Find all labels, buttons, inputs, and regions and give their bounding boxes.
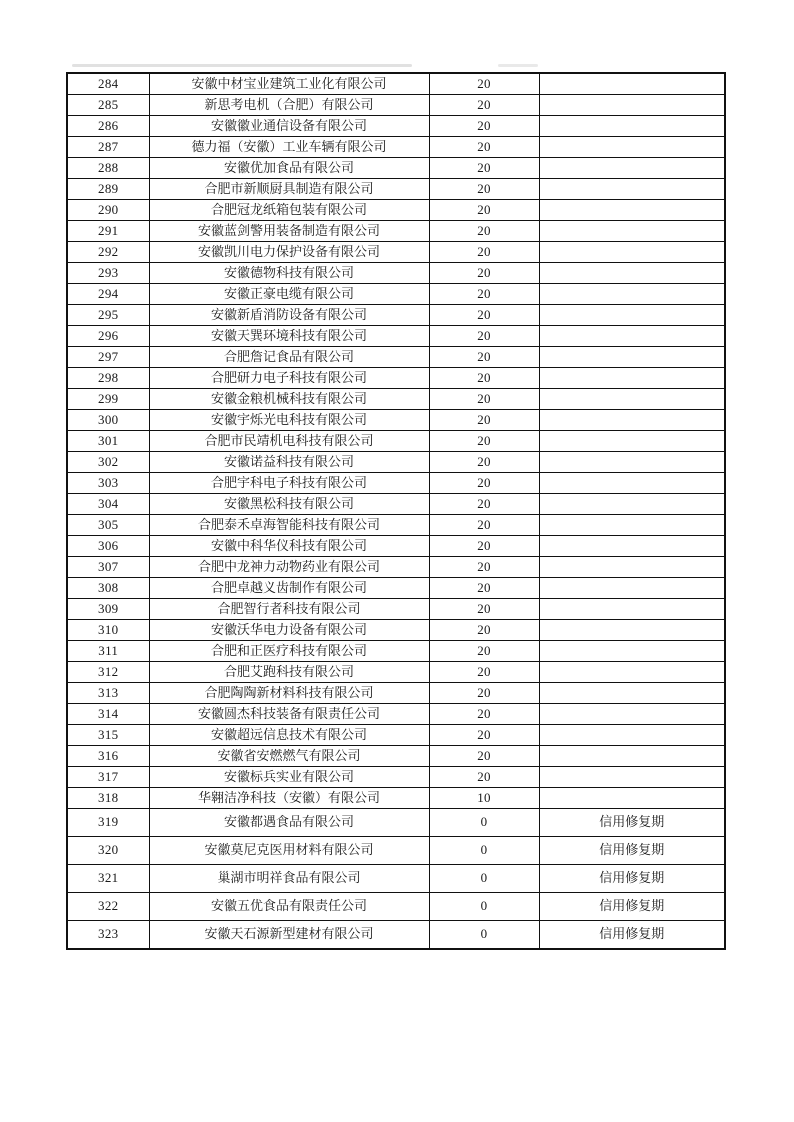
score-cell: 20	[429, 473, 539, 494]
score-cell: 20	[429, 116, 539, 137]
note-cell	[539, 599, 725, 620]
company-name-cell: 合肥詹记食品有限公司	[149, 347, 429, 368]
score-cell: 20	[429, 620, 539, 641]
table-row	[67, 263, 725, 284]
table-row	[67, 557, 725, 578]
note-cell	[539, 494, 725, 515]
score-cell: 0	[429, 893, 539, 921]
note-cell	[539, 95, 725, 116]
row-number-cell: 322	[67, 893, 149, 921]
note-cell	[539, 242, 725, 263]
score-cell: 20	[429, 158, 539, 179]
note-cell	[539, 221, 725, 242]
row-number-cell: 315	[67, 725, 149, 746]
table-row	[67, 809, 725, 837]
note-cell	[539, 662, 725, 683]
score-cell: 20	[429, 704, 539, 725]
score-cell: 20	[429, 347, 539, 368]
score-cell: 20	[429, 179, 539, 200]
score-cell: 20	[429, 200, 539, 221]
row-number-cell: 291	[67, 221, 149, 242]
row-number-cell: 289	[67, 179, 149, 200]
row-number-cell: 319	[67, 809, 149, 837]
note-cell	[539, 116, 725, 137]
note-cell	[539, 536, 725, 557]
table-row	[67, 368, 725, 389]
table-row	[67, 893, 725, 921]
table-row	[67, 767, 725, 788]
table-row	[67, 515, 725, 536]
table-row	[67, 620, 725, 641]
company-name-cell: 合肥市新顺厨具制造有限公司	[149, 179, 429, 200]
company-name-cell: 合肥中龙神力动物药业有限公司	[149, 557, 429, 578]
company-name-cell: 安徽省安燃燃气有限公司	[149, 746, 429, 767]
row-number-cell: 299	[67, 389, 149, 410]
note-cell	[539, 620, 725, 641]
row-number-cell: 307	[67, 557, 149, 578]
company-name-cell: 合肥和正医疗科技有限公司	[149, 641, 429, 662]
note-cell	[539, 704, 725, 725]
note-cell	[539, 578, 725, 599]
row-number-cell: 298	[67, 368, 149, 389]
row-number-cell: 286	[67, 116, 149, 137]
companies-table	[66, 72, 726, 950]
company-name-cell: 安徽金粮机械科技有限公司	[149, 389, 429, 410]
table-row	[67, 431, 725, 452]
row-number-cell: 293	[67, 263, 149, 284]
table-row	[67, 473, 725, 494]
company-name-cell: 安徽沃华电力设备有限公司	[149, 620, 429, 641]
row-number-cell: 317	[67, 767, 149, 788]
company-name-cell: 安徽新盾消防设备有限公司	[149, 305, 429, 326]
row-number-cell: 300	[67, 410, 149, 431]
score-cell: 20	[429, 326, 539, 347]
row-number-cell: 309	[67, 599, 149, 620]
score-cell: 20	[429, 494, 539, 515]
company-name-cell: 安徽凯川电力保护设备有限公司	[149, 242, 429, 263]
note-cell	[539, 746, 725, 767]
row-number-cell: 303	[67, 473, 149, 494]
score-cell: 20	[429, 746, 539, 767]
company-name-cell: 安徽正豪电缆有限公司	[149, 284, 429, 305]
row-number-cell: 305	[67, 515, 149, 536]
table-row	[67, 284, 725, 305]
table-row	[67, 578, 725, 599]
note-cell	[539, 557, 725, 578]
score-cell: 20	[429, 73, 539, 95]
company-name-cell: 安徽都遇食品有限公司	[149, 809, 429, 837]
note-cell: 信用修复期	[539, 809, 725, 837]
note-cell: 信用修复期	[539, 837, 725, 865]
company-name-cell: 德力福（安徽）工业车辆有限公司	[149, 137, 429, 158]
note-cell	[539, 725, 725, 746]
table-row	[67, 73, 725, 95]
score-cell: 20	[429, 221, 539, 242]
company-name-cell: 安徽莫尼克医用材料有限公司	[149, 837, 429, 865]
note-cell	[539, 431, 725, 452]
company-name-cell: 合肥宇科电子科技有限公司	[149, 473, 429, 494]
row-number-cell: 310	[67, 620, 149, 641]
score-cell: 20	[429, 410, 539, 431]
company-name-cell: 合肥泰禾卓海智能科技有限公司	[149, 515, 429, 536]
table-row	[67, 179, 725, 200]
note-cell	[539, 137, 725, 158]
note-cell	[539, 73, 725, 95]
score-cell: 20	[429, 578, 539, 599]
score-cell: 0	[429, 865, 539, 893]
company-name-cell: 安徽超远信息技术有限公司	[149, 725, 429, 746]
company-name-cell: 合肥卓越义齿制作有限公司	[149, 578, 429, 599]
company-name-cell: 安徽优加食品有限公司	[149, 158, 429, 179]
note-cell	[539, 767, 725, 788]
note-cell: 信用修复期	[539, 893, 725, 921]
table-row	[67, 137, 725, 158]
company-name-cell: 合肥智行者科技有限公司	[149, 599, 429, 620]
table-row	[67, 704, 725, 725]
row-number-cell: 313	[67, 683, 149, 704]
table-row	[67, 494, 725, 515]
score-cell: 20	[429, 137, 539, 158]
table-row	[67, 725, 725, 746]
company-name-cell: 安徽诺益科技有限公司	[149, 452, 429, 473]
score-cell: 0	[429, 809, 539, 837]
company-name-cell: 合肥艾跑科技有限公司	[149, 662, 429, 683]
company-name-cell: 合肥陶陶新材料科技有限公司	[149, 683, 429, 704]
note-cell	[539, 347, 725, 368]
table-row	[67, 221, 725, 242]
company-name-cell: 安徽天巽环境科技有限公司	[149, 326, 429, 347]
score-cell: 20	[429, 767, 539, 788]
company-name-cell: 安徽中科华仪科技有限公司	[149, 536, 429, 557]
note-cell	[539, 452, 725, 473]
row-number-cell: 292	[67, 242, 149, 263]
company-name-cell: 安徽五优食品有限责任公司	[149, 893, 429, 921]
company-name-cell: 巢湖市明祥食品有限公司	[149, 865, 429, 893]
score-cell: 20	[429, 452, 539, 473]
company-name-cell: 安徽圆杰科技装备有限责任公司	[149, 704, 429, 725]
score-cell: 20	[429, 242, 539, 263]
table-row	[67, 158, 725, 179]
table-row	[67, 410, 725, 431]
note-cell	[539, 263, 725, 284]
company-name-cell: 合肥研力电子科技有限公司	[149, 368, 429, 389]
table-row	[67, 305, 725, 326]
row-number-cell: 302	[67, 452, 149, 473]
score-cell: 10	[429, 788, 539, 809]
company-name-cell: 新思考电机（合肥）有限公司	[149, 95, 429, 116]
row-number-cell: 301	[67, 431, 149, 452]
table-row	[67, 837, 725, 865]
score-cell: 20	[429, 515, 539, 536]
note-cell	[539, 515, 725, 536]
row-number-cell: 320	[67, 837, 149, 865]
row-number-cell: 285	[67, 95, 149, 116]
note-cell: 信用修复期	[539, 921, 725, 950]
row-number-cell: 290	[67, 200, 149, 221]
company-name-cell: 合肥冠龙纸箱包装有限公司	[149, 200, 429, 221]
note-cell	[539, 305, 725, 326]
note-cell	[539, 473, 725, 494]
row-number-cell: 304	[67, 494, 149, 515]
table-row	[67, 865, 725, 893]
table-row	[67, 641, 725, 662]
score-cell: 20	[429, 662, 539, 683]
row-number-cell: 308	[67, 578, 149, 599]
note-cell	[539, 284, 725, 305]
note-cell	[539, 683, 725, 704]
row-number-cell: 284	[67, 73, 149, 95]
company-name-cell: 华翱洁净科技（安徽）有限公司	[149, 788, 429, 809]
score-cell: 20	[429, 263, 539, 284]
company-name-cell: 安徽中材宝业建筑工业化有限公司	[149, 73, 429, 95]
row-number-cell: 297	[67, 347, 149, 368]
row-number-cell: 306	[67, 536, 149, 557]
scan-artifact	[72, 64, 412, 67]
row-number-cell: 311	[67, 641, 149, 662]
row-number-cell: 288	[67, 158, 149, 179]
company-name-cell: 安徽标兵实业有限公司	[149, 767, 429, 788]
score-cell: 0	[429, 837, 539, 865]
score-cell: 0	[429, 921, 539, 950]
note-cell	[539, 158, 725, 179]
table-row	[67, 746, 725, 767]
table-row	[67, 452, 725, 473]
row-number-cell: 287	[67, 137, 149, 158]
table-row	[67, 683, 725, 704]
company-name-cell: 安徽宇烁光电科技有限公司	[149, 410, 429, 431]
score-cell: 20	[429, 431, 539, 452]
note-cell	[539, 788, 725, 809]
note-cell	[539, 326, 725, 347]
score-cell: 20	[429, 284, 539, 305]
table-row	[67, 788, 725, 809]
score-cell: 20	[429, 557, 539, 578]
note-cell	[539, 410, 725, 431]
company-name-cell: 合肥市民靖机电科技有限公司	[149, 431, 429, 452]
table-row	[67, 326, 725, 347]
company-name-cell: 安徽黑松科技有限公司	[149, 494, 429, 515]
note-cell	[539, 641, 725, 662]
row-number-cell: 314	[67, 704, 149, 725]
table-row	[67, 389, 725, 410]
score-cell: 20	[429, 368, 539, 389]
score-cell: 20	[429, 389, 539, 410]
row-number-cell: 295	[67, 305, 149, 326]
table-row	[67, 921, 725, 950]
note-cell: 信用修复期	[539, 865, 725, 893]
note-cell	[539, 368, 725, 389]
note-cell	[539, 179, 725, 200]
table-row	[67, 116, 725, 137]
table-row	[67, 536, 725, 557]
row-number-cell: 296	[67, 326, 149, 347]
score-cell: 20	[429, 305, 539, 326]
note-cell	[539, 389, 725, 410]
note-cell	[539, 200, 725, 221]
score-cell: 20	[429, 599, 539, 620]
score-cell: 20	[429, 536, 539, 557]
companies-table-body	[67, 73, 725, 949]
row-number-cell: 318	[67, 788, 149, 809]
table-row	[67, 200, 725, 221]
scan-artifact	[498, 64, 538, 67]
score-cell: 20	[429, 641, 539, 662]
company-name-cell: 安徽徽业通信设备有限公司	[149, 116, 429, 137]
table-row	[67, 599, 725, 620]
company-name-cell: 安徽蓝剑警用装备制造有限公司	[149, 221, 429, 242]
table-row	[67, 242, 725, 263]
table-row	[67, 662, 725, 683]
table-row	[67, 95, 725, 116]
row-number-cell: 294	[67, 284, 149, 305]
score-cell: 20	[429, 95, 539, 116]
company-name-cell: 安徽天石源新型建材有限公司	[149, 921, 429, 950]
row-number-cell: 321	[67, 865, 149, 893]
company-name-cell: 安徽德物科技有限公司	[149, 263, 429, 284]
row-number-cell: 312	[67, 662, 149, 683]
table-row	[67, 347, 725, 368]
score-cell: 20	[429, 683, 539, 704]
row-number-cell: 316	[67, 746, 149, 767]
score-cell: 20	[429, 725, 539, 746]
row-number-cell: 323	[67, 921, 149, 950]
